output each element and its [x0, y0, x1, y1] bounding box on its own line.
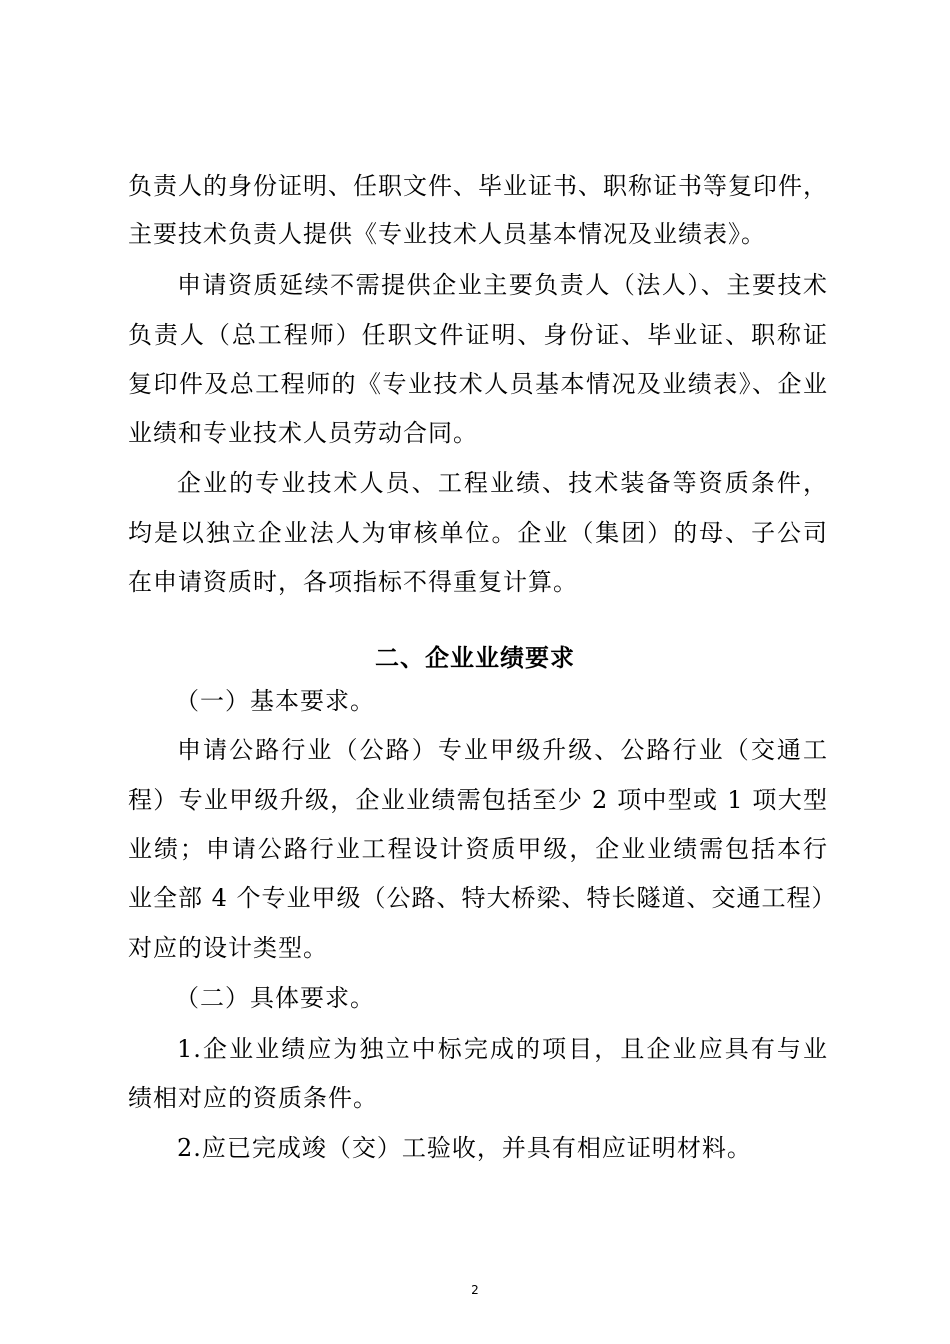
paragraph-line: 均是以独立企业法人为审核单位。企业（集团）的母、子公司 — [128, 519, 828, 547]
paragraph-line: 业绩和专业技术人员劳动合同。 — [128, 419, 478, 447]
section-heading: 二、企业业绩要求 — [375, 644, 575, 672]
paragraph-line: 程）专业甲级升级，企业业绩需包括至少 2 项中型或 1 项大型 — [128, 786, 828, 814]
subsection-title: （二）具体要求。 — [175, 984, 375, 1012]
paragraph-line: 申请资质延续不需提供企业主要负责人（法人）、主要技术 — [177, 271, 828, 299]
paragraph-line: 在申请资质时，各项指标不得重复计算。 — [128, 568, 578, 596]
list-item-line: 绩相对应的资质条件。 — [128, 1084, 378, 1112]
paragraph-line: 主要技术负责人提供《专业技术人员基本情况及业绩表》。 — [128, 220, 766, 248]
list-item-line: 2.应已完成竣（交）工验收，并具有相应证明材料。 — [177, 1134, 752, 1162]
paragraph-line: 申请公路行业（公路）专业甲级升级、公路行业（交通工 — [177, 736, 828, 764]
subsection-title: （一）基本要求。 — [175, 687, 375, 715]
list-item-line: 1.企业业绩应为独立中标完成的项目，且企业应具有与业 — [177, 1035, 828, 1063]
paragraph-line: 对应的设计类型。 — [128, 934, 328, 962]
paragraph-line: 负责人的身份证明、任职文件、毕业证书、职称证书等复印件， — [128, 172, 828, 200]
page-number: 2 — [471, 1283, 479, 1297]
paragraph-line: 业绩；申请公路行业工程设计资质甲级，企业业绩需包括本行 — [128, 835, 828, 863]
paragraph-line: 复印件及总工程师的《专业技术人员基本情况及业绩表》、企业 — [128, 370, 828, 398]
paragraph-line: 负责人（总工程师）任职文件证明、身份证、毕业证、职称证 — [128, 321, 828, 349]
paragraph-line: 业全部 4 个专业甲级（公路、特大桥梁、特长隧道、交通工程） — [128, 884, 837, 912]
paragraph-line: 企业的专业技术人员、工程业绩、技术装备等资质条件， — [177, 469, 828, 497]
